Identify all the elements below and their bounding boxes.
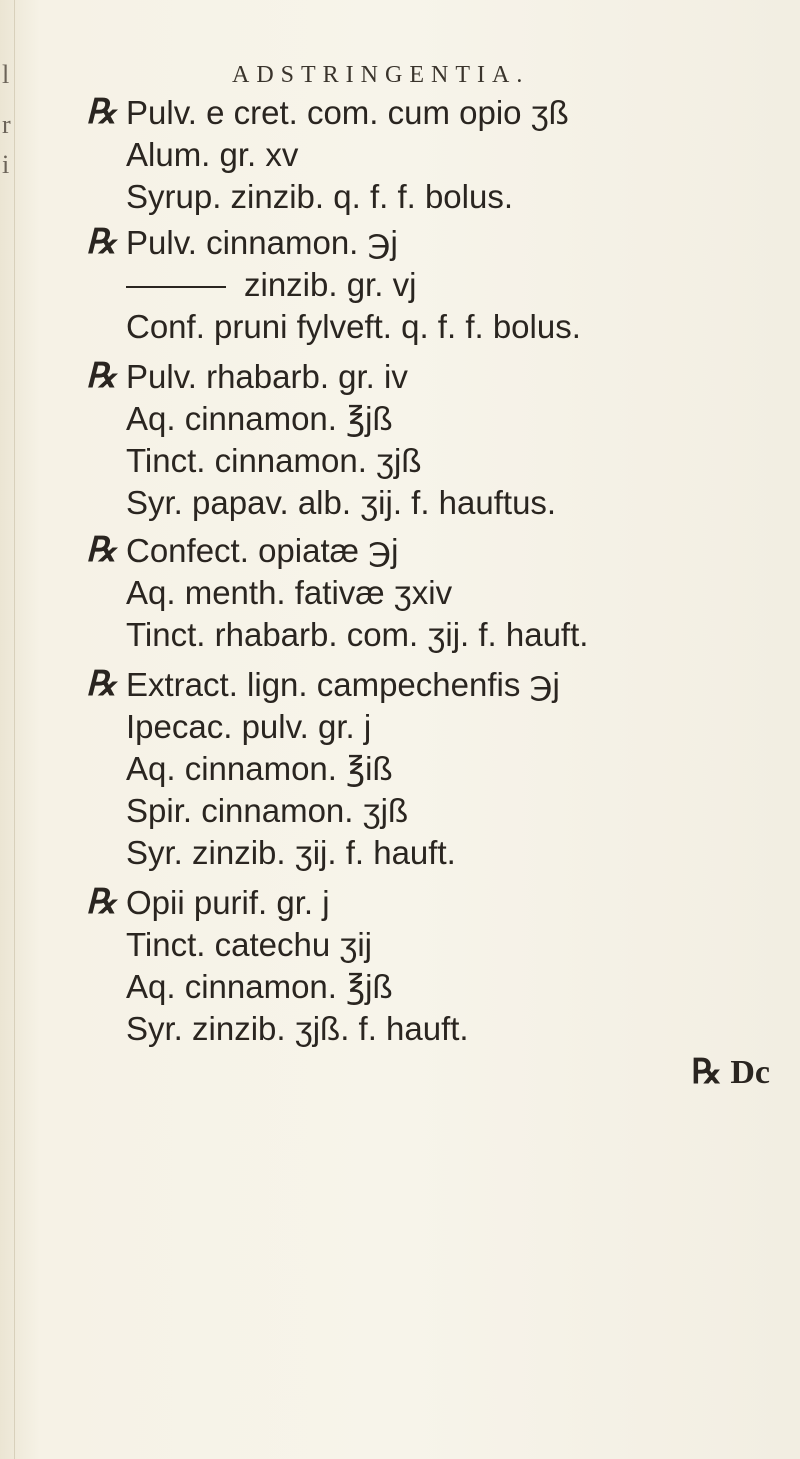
rx-symbol: ℞ (86, 666, 117, 703)
recipe-line: Conf. pruni fylveft. q. f. f. bolus. (126, 308, 581, 345)
recipe-line: Alum. gr. xv (126, 136, 299, 173)
recipe-line-text: zinzib. gr. vj (244, 266, 417, 303)
edge-glyph: l (2, 60, 10, 89)
recipe-line: Tinct. catechu ʒij (126, 926, 373, 963)
recipe-line: Pulv. e cret. com. cum opio ʒß (126, 94, 569, 131)
recipe-line: Syr. zinzib. ʒjß. f. hauft. (126, 1010, 469, 1047)
recipe-line: Aq. menth. fativæ ʒxiv (126, 574, 453, 611)
recipe-line: Extract. lign. campechenfis ℈j (126, 666, 560, 703)
rx-symbol: ℞ (86, 224, 117, 261)
recipe-line: Ipecac. pulv. gr. j (126, 708, 372, 745)
recipe-line: Syr. zinzib. ʒij. f. hauft. (126, 834, 456, 871)
recipe-line-dashed (126, 268, 416, 301)
rx-symbol: ℞ (86, 884, 117, 921)
recipe-line: Pulv. rhabarb. gr. iv (126, 358, 408, 395)
edge-glyph: r (2, 110, 11, 139)
page-edge (0, 0, 15, 1459)
recipe-line: Tinct. rhabarb. com. ʒij. f. hauft. (126, 616, 589, 653)
recipe-line: Syr. papav. alb. ʒij. f. hauftus. (126, 484, 557, 521)
rx-symbol: ℞ (86, 358, 117, 395)
recipe-line: Confect. opiatæ ℈j (126, 532, 399, 569)
recipe-line: Spir. cinnamon. ʒjß (126, 792, 409, 829)
recipe-line: Aq. cinnamon. ℥jß (126, 968, 393, 1005)
recipe-line: Tinct. cinnamon. ʒjß (126, 442, 422, 479)
recipe-line: Syrup. zinzib. q. f. f. bolus. (126, 178, 514, 215)
recipe-line: Aq. cinnamon. ℥jß (126, 400, 393, 437)
running-title: ADSTRINGENTIA. (232, 62, 530, 88)
recipe-line: Opii purif. gr. j (126, 884, 330, 921)
recipe-line: Aq. cinnamon. ℥iß (126, 750, 393, 787)
recipe-line: Pulv. cinnamon. ℈j (126, 224, 398, 261)
rx-symbol: ℞ (86, 94, 117, 131)
rx-symbol: ℞ (86, 532, 117, 569)
ditto-dash (126, 286, 226, 288)
edge-glyph: i (2, 150, 10, 179)
catchword: ℞ Dc (691, 1054, 770, 1091)
